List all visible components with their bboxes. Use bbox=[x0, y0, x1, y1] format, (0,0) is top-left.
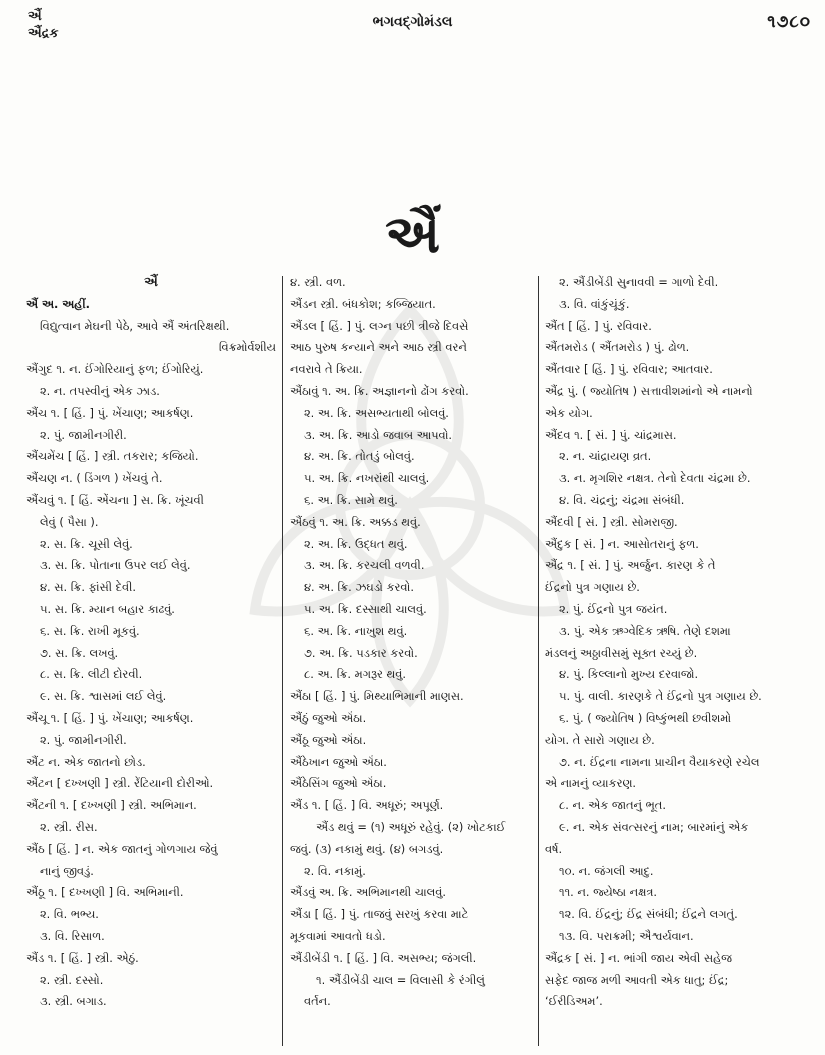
dictionary-entry: ઐંઠૂ ૧. [ દખ્ખણી ] વિ. અભિમાની. bbox=[26, 885, 184, 900]
dictionary-entry: ૨. પું. ઈંદ્રનો પુત્ર જયંત. bbox=[559, 601, 668, 616]
dictionary-entry: ૧. ઐંડીબેંડી ચાલ = વિલાસી કે રંગીલું bbox=[316, 972, 485, 987]
dictionary-entry: ઐંટ ન. એક જાતનો છોડ. bbox=[26, 754, 146, 769]
dictionary-entry: ઐંચૂ ૧. [ હિં. ] પું. ખેંચાણ; આકર્ષણ. bbox=[26, 710, 194, 725]
dictionary-entry: ૩. વિ. વાંકુંચૂંકું. bbox=[559, 296, 630, 311]
dictionary-entry: આઠ પુરુષ કન્યાને અને આઠ સ્ત્રી વરને bbox=[290, 340, 467, 355]
dictionary-entry: ઐંડ થવું = (૧) અધૂરું રહેવું. (૨) ખોટકાઈ bbox=[316, 819, 506, 834]
dictionary-entry: ૨. સ્ત્રી. રીસ. bbox=[40, 819, 98, 834]
dictionary-entry: ૫. પું. વાલી. કારણકે તે ઈંદ્રનો પુત્ર ગણાય છે. bbox=[559, 689, 762, 704]
dictionary-entry: ૨. ન. ચાંદ્રાયણ વ્રત. bbox=[559, 449, 652, 464]
dictionary-entry: ઐંટની ૧. [ દખ્ખણી ] સ્ત્રી. અભિમાન. bbox=[26, 798, 197, 813]
dictionary-entry: ૮. અ. ક્રિ. મગરૂર થવું. bbox=[304, 667, 407, 682]
dictionary-entry: ઐંચમેંચ [ હિં. ] સ્ત્રી. તકરાર; કજિયો. bbox=[26, 449, 199, 464]
dictionary-entry: ઐંઠેસિંગ જુઓ ઍંઠા. bbox=[290, 776, 387, 791]
dictionary-entry: ઐંઠવું ૧. અ. ક્રિ. અક્કડ થવું. bbox=[290, 514, 421, 529]
dictionary-entry: ૪. વિ. ચંદ્રનું; ચંદ્રમા સંબંધી. bbox=[559, 492, 685, 507]
dictionary-entry: મંડલનું અઠ્ઠાવીસમું સૂક્ત રચ્યું છે. bbox=[545, 645, 698, 660]
dictionary-entry: ૬. અ. ક્રિ. સામે થવું. bbox=[304, 492, 398, 507]
dictionary-entry: ૨. પું. જામીનગીરી. bbox=[40, 427, 127, 442]
dictionary-entry: ઐંડવું અ. ક્રિ. અભિમાનથી ચાલવું. bbox=[290, 885, 446, 900]
dictionary-entry: ૬. સ. ક્રિ. રાખી મૂકવું. bbox=[40, 623, 140, 638]
dictionary-entry: ઐંડા [ હિં. ] પું. તાજવું સરખું કરવા માટે bbox=[290, 907, 469, 922]
dictionary-entry: ૮. ન. એક જાતનું ભૂત. bbox=[559, 798, 666, 813]
dictionary-entry: ઐંદ્ર ૧. [ સં. ] પું. અર્જુન. કારણ કે તે bbox=[545, 558, 716, 573]
dictionary-entry: ઐંચણ ન. ( ડિંગળ ) ખેંચવું તે. bbox=[26, 471, 163, 486]
dictionary-entry: ઐંત [ હિં. ] પું. રવિવાર. bbox=[545, 318, 652, 333]
dictionary-entry: ૨. પું. જામીનગીરી. bbox=[40, 732, 127, 747]
dictionary-entry: ૨. ન. તપસ્વીનું એક ઝાડ. bbox=[40, 383, 160, 398]
dictionary-entry: ૩. વિ. રિસાળ. bbox=[40, 928, 105, 943]
dictionary-entry: ‘ઈરીડિઅમ’. bbox=[545, 994, 603, 1009]
column-divider bbox=[282, 276, 283, 1046]
dictionary-entry: ઐંદ્રક [ સં. ] ન. ભાંગી જાય એવી સહેજ bbox=[545, 950, 732, 965]
dictionary-entry: ૧૨. વિ. ઈંદ્રનું; ઈંદ્ર સંબંધી; ઈંદ્રને લગતું. bbox=[559, 907, 738, 922]
dictionary-entry: નાનું જીવડું. bbox=[40, 863, 94, 878]
column-1 bbox=[26, 272, 276, 1052]
dictionary-entry: નવરાવે તે ક્રિયા. bbox=[290, 362, 363, 377]
dictionary-entry: ઐંદવ ૧. [ સં. ] પું. ચાંદ્રમાસ. bbox=[545, 427, 677, 442]
dictionary-entry: ઐંઠેખાન જુઓ ઍંઠા. bbox=[290, 754, 387, 769]
dictionary-entry: ઐંતમરોડ ( ઐંતમરોડ ) પું. ઢોળ. bbox=[545, 340, 690, 355]
dictionary-entry: વિદ્યુત્વાન મેઘની પેઠે, આવે ઐં અંતરિક્ષથી. bbox=[40, 318, 230, 333]
dictionary-entry: સફેદ જાજ મળી આવતી એક ધાતુ; ઈંદ્ર; bbox=[545, 972, 729, 987]
dictionary-entry: ૩. સ. ક્રિ. પોતાના ઉપર લઈ લેવું. bbox=[40, 558, 191, 573]
dictionary-entry: ૧૦. ન. જંગલી આદુ. bbox=[559, 863, 654, 878]
dictionary-entry: ૭. ન. ઈંદ્રના નામના પ્રાચીન વૈયાકરણે રચેલ bbox=[559, 754, 760, 769]
dictionary-entry: ૬. અ. ક્રિ. નાખુશ થવું. bbox=[304, 623, 408, 638]
section-subhead: ઐં bbox=[144, 275, 158, 290]
dictionary-entry: ૯. ન. એક સંવત્સરનું નામ; બારમાંનું એક bbox=[559, 819, 749, 834]
page-title: ભગવદ્ગોમંડલ bbox=[372, 14, 453, 30]
dictionary-entry: ઐંદ્ર પું. ( જ્યોતિષ ) સત્તાવીશમાંનો એ નામનો bbox=[545, 383, 753, 398]
citation: વિક્રમોર્વશીય bbox=[218, 340, 276, 355]
dictionary-entry: ઐં અ. અહીં. bbox=[26, 296, 90, 311]
dictionary-entry: ૫. અ. ક્રિ. દસ્સાથી ચાલવું. bbox=[304, 601, 427, 616]
dictionary-entry: ૨. વિ. ભભ્ય. bbox=[40, 907, 99, 922]
dictionary-entry: ૪. અ. ક્રિ. ઝઘડો કરવો. bbox=[304, 580, 414, 595]
dictionary-entry: ઐંટન [ દખ્ખણી ] સ્ત્રી. રેંટિયાની દોરીઓ. bbox=[26, 776, 214, 791]
guide-word-top: ઐં bbox=[28, 9, 42, 24]
dictionary-entry: ૩. ન. મૃગશિર નક્ષત્ર. તેનો દેવતા ચંદ્રમા છે. bbox=[559, 471, 751, 486]
dictionary-entry: ૩. અ. ક્રિ. આડો જવાબ આપવો. bbox=[304, 427, 453, 442]
dictionary-entry: ઐંડન સ્ત્રી. બંધકોશ; કબ્જિયાત. bbox=[290, 296, 436, 311]
dictionary-entry: લેવું ( પૈસા ). bbox=[40, 514, 99, 529]
dictionary-entry: ૮. સ. ક્રિ. લીટી દોરવી. bbox=[40, 667, 143, 682]
dictionary-entry: ઐંડ ૧. [ હિં. ] વિ. અધૂરું; અપૂર્ણ. bbox=[290, 798, 444, 813]
page-number: ૧૭૮૦ bbox=[767, 12, 811, 32]
dictionary-entry: ઐંદુક [ સં. ] ન. આસોતરાનું ફળ. bbox=[545, 536, 699, 551]
dictionary-entry: ૩. અ. ક્રિ. કરચલી વળવી. bbox=[304, 558, 425, 573]
dictionary-entry: ઐંઠૂ જુઓ ઍંઠા. bbox=[290, 732, 367, 747]
dictionary-entry: ૪. સ. ક્રિ. ફાંસી દેવી. bbox=[40, 580, 137, 595]
dictionary-entry: ૨. વિ. નકામું. bbox=[304, 863, 366, 878]
dictionary-entry: ૪. અ. ક્રિ. તોતડું બોલવું. bbox=[304, 449, 415, 464]
dictionary-entry: ઐંઠું જુઓ ઍંઠા. bbox=[290, 710, 367, 725]
dictionary-entry: ૫. સ. ક્રિ. મ્યાન બહાર કાઢવું. bbox=[40, 601, 175, 616]
dictionary-entry: મૂકવામાં આવતો ધડો. bbox=[290, 928, 386, 943]
dictionary-entry: ઐંચ ૧. [ હિં. ] પું. ખેંચાણ; આકર્ષણ. bbox=[26, 405, 194, 420]
dictionary-entry: વર્તન. bbox=[304, 994, 331, 1009]
column-3 bbox=[545, 272, 815, 1052]
dictionary-entry: ૩. સ્ત્રી. બગાડ. bbox=[40, 994, 107, 1009]
dictionary-entry: ૯. સ. ક્રિ. શ્વાસમાં લઈ લેવું. bbox=[40, 689, 167, 704]
dictionary-entry: ઐંઠા [ હિં. ] પું. મિથ્યાભિમાની માણસ. bbox=[290, 689, 464, 704]
dictionary-entry: ૭. અ. ક્રિ. પડકાર કરવો. bbox=[304, 645, 418, 660]
dictionary-entry: ૨. અ. ક્રિ. ઉદ્ધત થવું. bbox=[304, 536, 408, 551]
dictionary-entry: ઐંડીબેંડી ૧. [ હિં. ] વિ. અસભ્ય; જંગલી. bbox=[290, 950, 477, 965]
column-2 bbox=[290, 272, 540, 1052]
dictionary-entry: ૧૩. વિ. પરાક્રમી; ઐશ્વર્યવાન. bbox=[559, 928, 694, 943]
dictionary-entry: એક યોગ. bbox=[545, 405, 593, 420]
dictionary-entry: ઈંદ્રનો પુત્ર ગણાય છે. bbox=[545, 580, 640, 595]
dictionary-entry: જવું. (૩) નકામું થવું. (૪) બગડવું. bbox=[290, 841, 444, 856]
dictionary-entry: ૧૧. ન. જ્યેષ્ઠા નક્ષત્ર. bbox=[559, 885, 658, 900]
dictionary-entry: ૪. પું. કિલ્લાનો મુખ્ય દરવાજો. bbox=[559, 667, 699, 682]
dictionary-entry: ૬. પું. ( જ્યોતિષ ) વિષ્કુંભથી છવીશમો bbox=[559, 710, 732, 725]
section-letter: ઐં bbox=[385, 205, 440, 265]
dictionary-entry: ઐંઠ [ હિં. ] ન. એક જાતનું ગોળગાય જેવું bbox=[26, 841, 218, 856]
dictionary-entry: વર્ષ. bbox=[545, 841, 563, 856]
dictionary-entry: ઐંડ ૧. [ હિં. ] સ્ત્રી. એઠું. bbox=[26, 950, 139, 965]
dictionary-entry: ૩. પું. એક ઋગ્વેદિક ઋષિ. તેણે દશમા bbox=[559, 623, 731, 638]
dictionary-entry: ૨. ઐંડીબેંડી સુનાવવી = ગાળો દેવી. bbox=[559, 275, 719, 289]
dictionary-entry: ૫. અ. ક્રિ. નખરાંથી ચાલવું. bbox=[304, 471, 430, 486]
dictionary-entry: ૭. સ. ક્રિ. લખવું. bbox=[40, 645, 119, 660]
dictionary-entry: ઐંતવાર [ હિં. ] પું. રવિવાર; આતવાર. bbox=[545, 362, 713, 377]
dictionary-entry: ૪. સ્ત્રી. વળ. bbox=[290, 275, 346, 289]
dictionary-entry: યોગ. તે સારો ગણાય છે. bbox=[545, 732, 655, 747]
dictionary-entry: ઐંઠાવું ૧. અ. ક્રિ. અજ્ઞાનનો ઢોંગ કરવો. bbox=[290, 383, 469, 398]
guide-word-bottom: ઐંદ્રક bbox=[28, 26, 59, 41]
dictionary-entry: ઐંગુદ ૧. ન. ઈંગોરિયાનું ફળ; ઈંગોરિયું. bbox=[26, 362, 204, 377]
dictionary-entry: ઐંદવી [ સં. ] સ્ત્રી. સોમરાજી. bbox=[545, 514, 678, 529]
dictionary-entry: ૨. અ. ક્રિ. અસભ્યતાથી બોલવું. bbox=[304, 405, 449, 420]
dictionary-entry: એ નામનું વ્યાકરણ. bbox=[545, 776, 637, 791]
dictionary-entry: ૨. સ્ત્રી. દસ્સો. bbox=[40, 972, 104, 987]
dictionary-entry: ઐંડલ [ હિં. ] પું. લગ્ન પછી ત્રીજે દિવસે bbox=[290, 318, 469, 333]
dictionary-entry: ૨. સ. ક્રિ. ચૂસી લેવું. bbox=[40, 536, 133, 551]
dictionary-entry: ઐંચવું ૧. [ હિં. એંચના ] સ. ક્રિ. ખૂંચવી bbox=[26, 492, 204, 507]
